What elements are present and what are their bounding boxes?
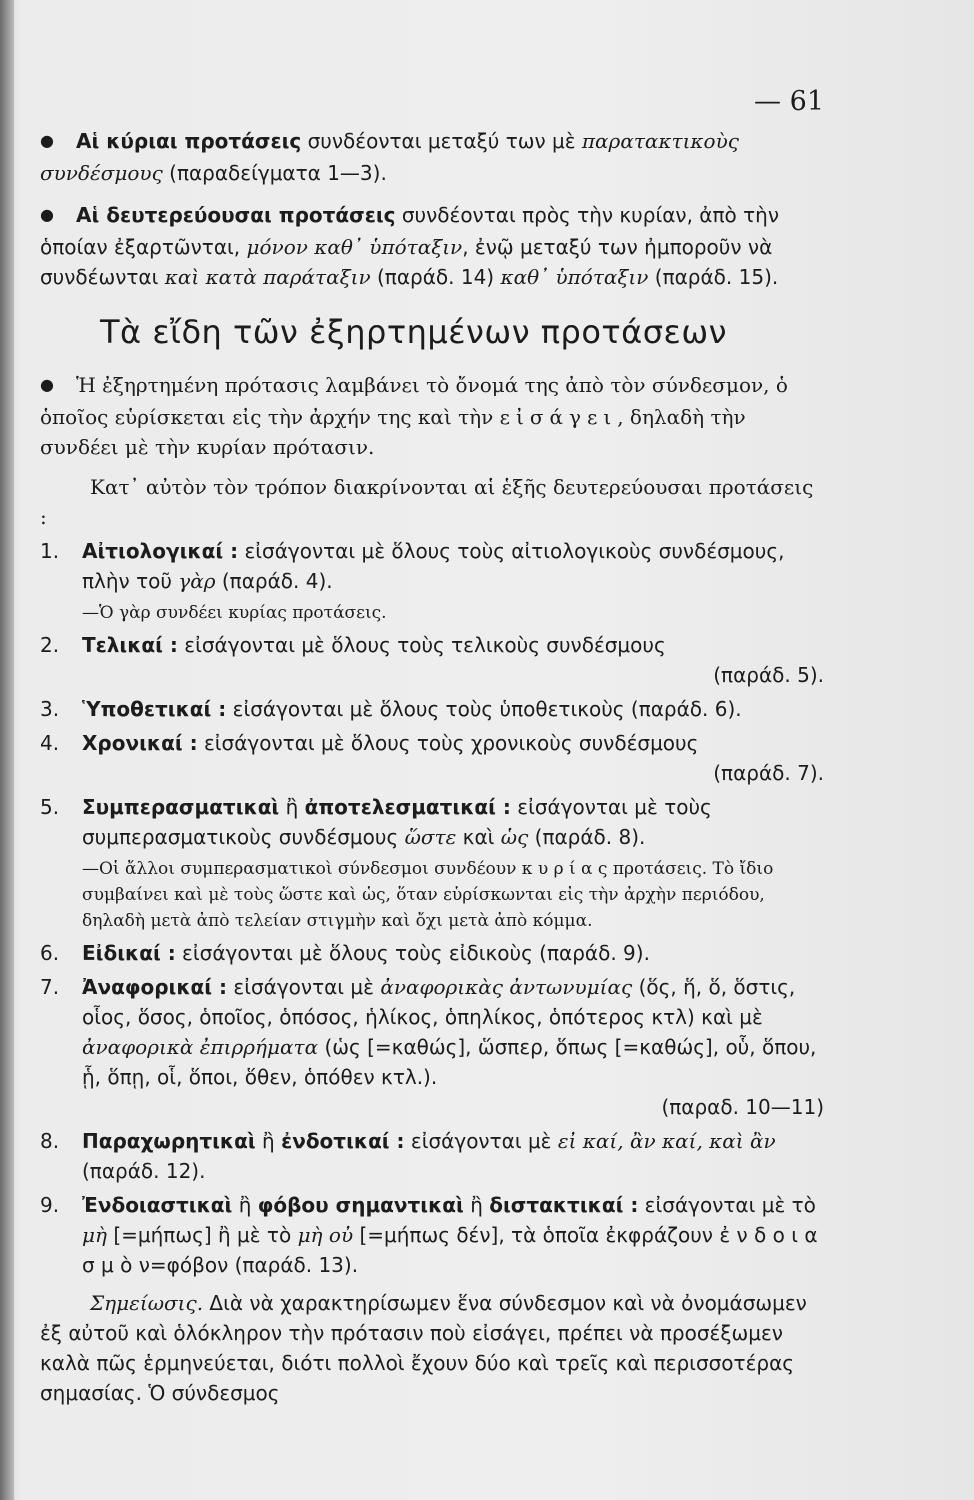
page-number: — 61 bbox=[754, 86, 824, 117]
section-heading: Τὰ εἴδη τῶν ἐξηρτημένων προτάσεων bbox=[100, 313, 727, 351]
list-item: 4. Χρονικαί : εἰσάγονται μὲ ὅλους τοὺς χρονικοὺς συνδέσμους (παράδ. 7). bbox=[40, 731, 824, 785]
remark-label: Σημείωσις. bbox=[90, 1291, 204, 1315]
list-item: 5. Συμπερασματικαὶ ἢ ἀποτελεσματικαί : εἰσάγονται μὲ τοὺς συμπερασματικοὺς συνδέσμους ὥστε καὶ ὡς (παράδ. 8). bbox=[40, 795, 712, 849]
book-spine-shadow bbox=[0, 0, 14, 1500]
paragraph-intro-list: Κατ᾽ αὐτὸν τὸν τρόπον διακρίνονται αἱ ἑξῆς δευτερεύουσαι προτάσεις : bbox=[40, 475, 814, 529]
list-item: 2. Τελικαί : εἰσάγονται μὲ ὅλους τοὺς τελικοὺς συνδέσμους (παράδ. 5). bbox=[40, 633, 824, 687]
list-item-note: —Οἱ ἄλλοι συμπερασματικοὶ σύνδεσμοι συνδέουν κ υ ρ ί α ς προτάσεις. Τὸ ἴδιο συμβαίνει καὶ μὲ τοὺς ὥστε καὶ ὡς, ὅταν εὑρίσκωνται εἰς τὴν ἀρχὴν περιόδου, δηλαδὴ μετὰ ἀπὸ τελείαν στιγμὴν καὶ ὄχι μετὰ ἀπὸ κόμμα. bbox=[82, 859, 774, 931]
term-main-clauses: Αἱ κύριαι προτάσεις bbox=[75, 129, 302, 153]
list-item: 6. Εἰδικαί : εἰσάγονται μὲ ὅλους τοὺς εἰδικοὺς (παράδ. 9). bbox=[40, 941, 650, 965]
list-item: 9. Ἐνδοιαστικαὶ ἢ φόβου σημαντικαὶ ἢ διστακτικαί : εἰσάγονται μὲ τὸ μὴ [=μήπως] ἢ μὲ τὸ μὴ οὐ [=μήπως δέν], τὰ ὁποῖα ἐκφράζουν ἐ ν δ ο ι α σ μ ὸ ν=φόβον (παράδ. 13). bbox=[40, 1193, 818, 1277]
page-content bbox=[40, 126, 824, 1408]
list-item: 7. Ἀναφορικαί : εἰσάγονται μὲ ἀναφορικὰς ἀντωνυμίας (ὅς, ἥ, ὅ, ὅστις, οἷος, ὅσος, ὁποῖος, ὁπόσος, ἡλίκος, ὁπηλίκος, ὁπότερος κτλ) καὶ μὲ ἀναφορικὰ ἐπιρρήματα (ὡς [=καθώς], ὥσπερ, ὅπως [=καθώς], οὗ, ὅπου, ᾗ, ὅπῃ, οἷ, ὅποι, ὅθεν, ὁπόθεν κτλ.). (παραδ. 10—11) bbox=[40, 975, 824, 1119]
paragraph-subordinate-clauses: ● Αἱ δευτερεύουσαι προτάσεις συνδέονται πρὸς τὴν κυρίαν, ἀπὸ τὴν ὁποίαν ἐξαρτῶνται, μόνον καθ᾽ ὑπόταξιν, ἐνῷ μεταξύ των ἠμποροῦν νὰ συνδέωνται καὶ κατὰ παράταξιν (παράδ. 14) καθ᾽ ὑπόταξιν (παράδ. 15). bbox=[40, 200, 824, 292]
list-item-note: —Ὁ γὰρ συνδέει κυρίας προτάσεις. bbox=[82, 603, 387, 623]
paragraph-dependent-clause: ● Ἡ ἐξηρτημένη πρότασις λαμβάνει τὸ ὄνομά της ἀπὸ τὸν σύνδεσμον, ὁ ὁποῖος εὑρίσκεται εἰς τὴν ἀρχήν της καὶ τὴν εἰσάγει, δηλαδὴ τὴν συνδέει μὲ τὴν κυρίαν πρότασιν. bbox=[40, 370, 824, 462]
list-item: 3. Ὑποθετικαί : εἰσάγονται μὲ ὅλους τοὺς ὑποθετικοὺς (παράδ. 6). bbox=[40, 697, 742, 721]
paragraph-main-clauses: ● Αἱ κύριαι προτάσεις συνδέονται μεταξύ των μὲ παρατακτικοὺς συνδέσμους (παραδείγματα 1—3). bbox=[40, 126, 824, 188]
term-subordinate-clauses: Αἱ δευτερεύουσαι προτάσεις bbox=[75, 203, 396, 227]
list-item: 8. Παραχωρητικαὶ ἢ ἐνδοτικαί : εἰσάγονται μὲ εἰ καί, ἂν καί, καὶ ἂν (παράδ. 12). bbox=[40, 1129, 776, 1183]
remark-paragraph: Σημείωσις. Διὰ νὰ χαρακτηρίσωμεν ἕνα σύνδεσμον καὶ νὰ ὀνομάσωμεν ἐξ αὐτοῦ καὶ ὁλόκληρον τὴν πρότασιν ποὺ εἰσάγει, πρέπει νὰ προσέξωμεν καλὰ πῶς ἑρμηνεύεται, διότι πολλοὶ ἔχουν δύο καὶ τρεῖς καὶ περισσοτέρας σημασίας. Ὁ σύνδεσμος bbox=[40, 1291, 807, 1405]
list-item: 1. Αἰτιολογικαί : εἰσάγονται μὲ ὅλους τοὺς αἰτιολογικοὺς συνδέσμους, πλὴν τοῦ γὰρ (παράδ. 4). bbox=[40, 539, 785, 593]
